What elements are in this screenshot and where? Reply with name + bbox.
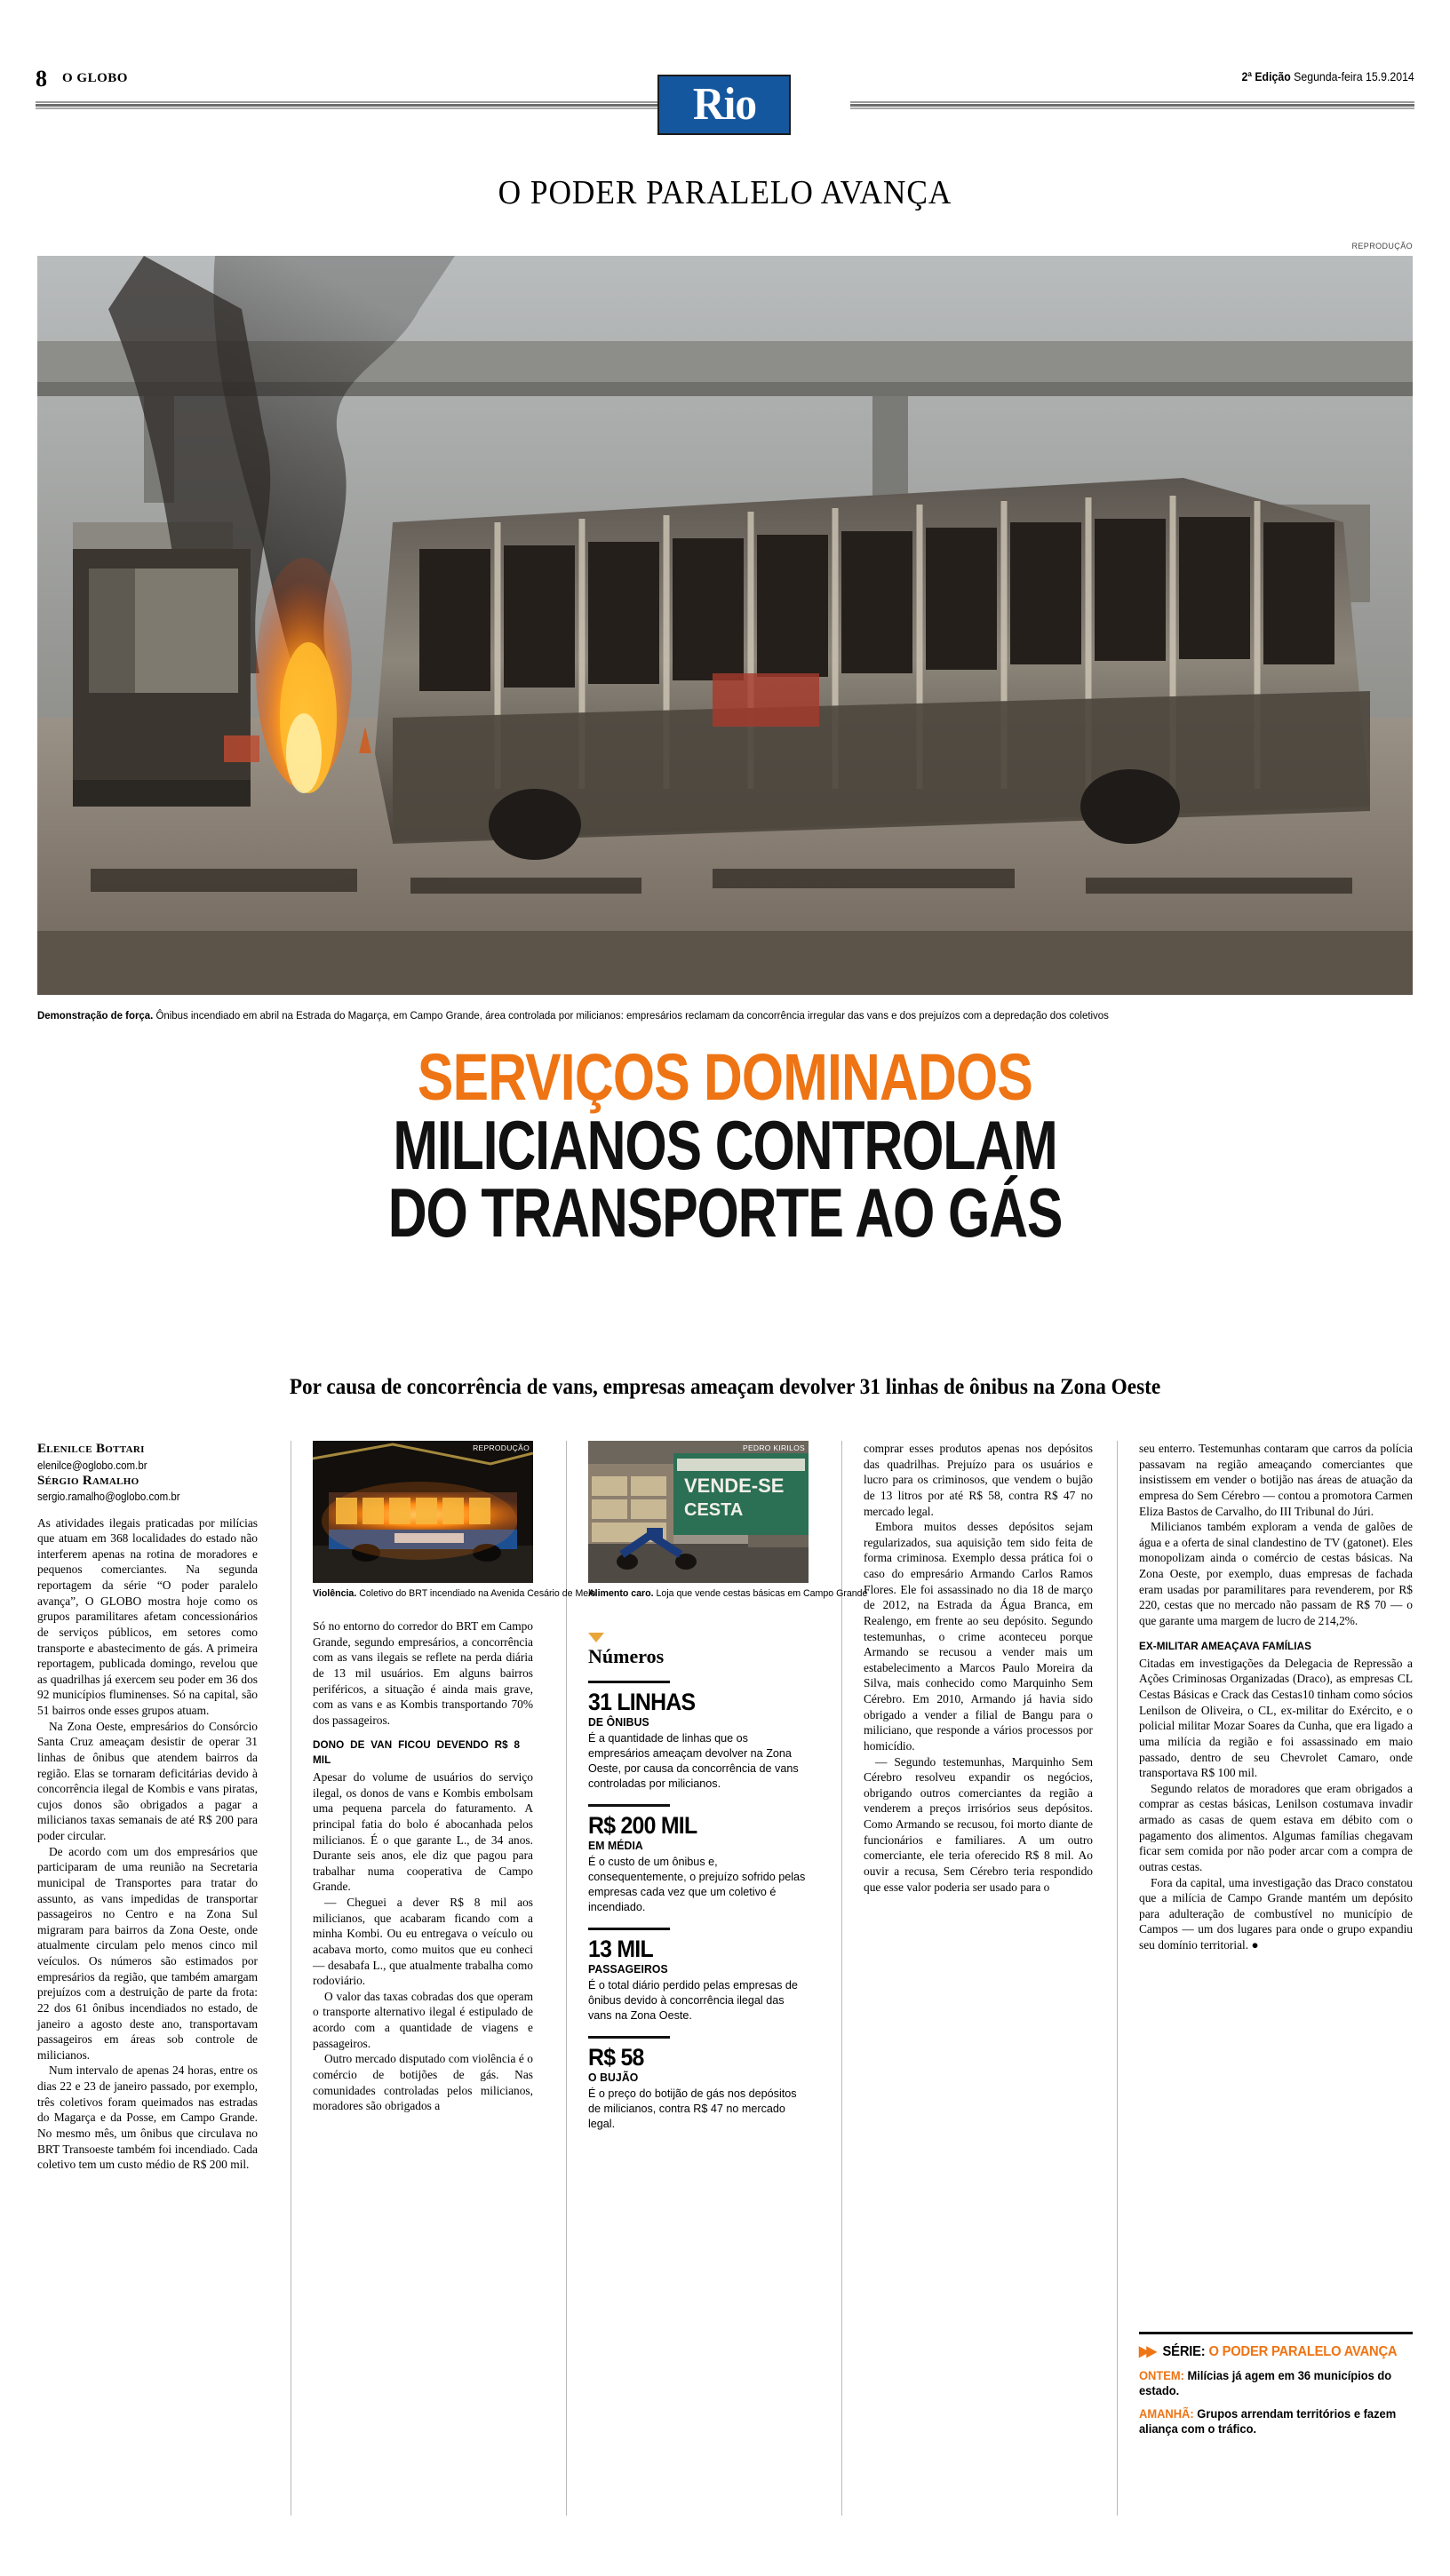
byline-author-1: Elenilce Bottari	[37, 1442, 145, 1456]
series-box	[1139, 2332, 1413, 2437]
section-badge-rio	[657, 75, 791, 135]
main-photo-caption-text: Ônibus incendiado em abril na Estrada do Magarça, em Campo Grande, área controlada por milicianos: empresários reclamam da concorrência irregular das vans e dos prejuízos com a depredação dos coletivos	[155, 1009, 1109, 1022]
paragraph: As atividades ilegais praticadas por milícias que atuam em 368 localidades do estado não interferem apenas na rotina de moradores e pequenos comerciantes. Na segunda reportagem da série “O poder paralelo avança”, O GLOBO mostra hoje como os grupos paramilitares afetam concessionários de serviços públicos, em setores como transporte e abastecimento de gás. A primeira reportagem, publicada domingo, revelou que as quadrilhas já exercem seu poder em 36 dos 92 municípios fluminenses. Só na capital, são 51 bairros onde esses grupos atuam.	[37, 1515, 258, 1717]
byline-email-1: elenilce@oglobo.com.br	[37, 1459, 147, 1472]
headline-block	[37, 1040, 1413, 1252]
numeros-divider	[588, 1928, 670, 1930]
paragraph: Apesar do volume de usuários do serviço ilegal, os donos de vans e Kombis embolsam uma pequena parcela do faturamento. A principal fatia do bolo é abocanhada pelos milicianos. É o que garante L., de 34 anos. Durante seis anos, ele diz que pagou para trabalhar numa cooperativa de Campo Grande.	[313, 1770, 533, 1894]
column-divider-3	[841, 1441, 842, 2516]
numeros-description: É o total diário perdido pelas empresas de ônibus devido à concorrência ilegal das vans na Zona Oeste.	[588, 1979, 798, 2022]
paragraph: Milicianos também exploram a venda de galões de água e a oferta de sinal clandestino de TV (gatonet). Eles monopolizam ainda o comércio de cestas básicas. Na Zona Oeste, por exemplo, duas empresas de fachada eram usadas por paramilitares para revenderem, por R$ 220, cestas que no mercado não passam de R$ 70 — o que garante uma margem de lucro de 214,2%.	[1139, 1520, 1413, 1627]
headline-line-2: DO TRANSPORTE AO GÁS	[387, 1173, 1063, 1252]
column-2	[313, 1441, 596, 2516]
column-divider-4	[1117, 1441, 1118, 2516]
numeros-description: É o preço do botijão de gás nos depósitos de milicianos, contra R$ 47 no mercado legal.	[588, 2087, 797, 2130]
byline	[37, 1441, 258, 1505]
series-entry	[1139, 2406, 1399, 2437]
page-folio: 8	[36, 66, 47, 91]
numeros-title: Números	[588, 1645, 665, 1667]
double-chevron-right-icon: ▶▶	[1139, 2344, 1155, 2359]
numeros-unit: DE ÔNIBUS	[588, 1715, 649, 1729]
series-box-rule	[1139, 2332, 1413, 2334]
store-photo-illustration	[588, 1441, 809, 1583]
column-2-subhead: DONO DE VAN FICOU DEVENDO R$ 8 MIL	[313, 1738, 521, 1766]
numeros-description: É a quantidade de linhas que os empresários ameaçam devolver na Zona Oeste, por causa da concorrência de vans controladas por milicianos.	[588, 1732, 799, 1790]
headline-line-1: MILICIANOS CONTROLAM	[393, 1106, 1057, 1185]
series-box-header	[1139, 2342, 1398, 2360]
column-divider-2	[566, 1441, 567, 2516]
series-entry-text: Milícias já agem em 36 municípios do estado.	[1139, 2369, 1392, 2398]
numeros-item	[588, 1681, 809, 1792]
numeros-triangle-icon	[588, 1633, 604, 1642]
section-badge-label: Rio	[692, 78, 756, 130]
paragraph: Na Zona Oeste, empresários do Consórcio Santa Cruz ameaçam desistir de operar 31 linhas de ônibus que atendem bairros da região. Elas se tornaram deficitárias devido à concorrência ilegal de Kombis e vans piratas, cujos donos são obrigados a pagar a milicianos taxas semanais de até R$ 200 para poder circular.	[37, 1719, 258, 1842]
paragraph: seu enterro. Testemunhas contaram que carros da polícia passavam na região ameaçando comerciantes que insistissem em vender o botijão nas áreas de atuação da empresa do Sem Cérebro — contou a promotora Carmen Eliza Bastos de Carvalho, do III Tribunal do Júri.	[1139, 1442, 1413, 1518]
headline-kicker: SERVIÇOS DOMINADOS	[417, 1040, 1033, 1114]
edition-date: Segunda-feira 15.9.2014	[1294, 69, 1414, 83]
paragraph: O valor das taxas cobradas dos que operam o transporte alternativo ilegal é estipulado de acordo com a quantidade de viagens e passageiros.	[313, 1989, 533, 2050]
numeros-description: É o custo de um ônibus e, consequentemente, o prejuízo sofrido pelas empresas cada vez que um coletivo é incendiado.	[588, 1856, 806, 1913]
numeros-value: 31 LINHAS	[588, 1689, 696, 1715]
byline-email-2: sergio.ramalho@oglobo.com.br	[37, 1491, 180, 1504]
secondary-photo-caption-lead: Violência.	[313, 1588, 357, 1599]
paragraph: Só no entorno do corredor do BRT em Campo Grande, segundo empresários, a concorrência com as vans ilegais se reflete na perda diária de 13 mil usuários. Em alguns bairros periféricos, a situação é ainda mais grave, com as vans e as Kombis transportando 70% dos passageiros.	[313, 1619, 533, 1727]
numeros-box	[588, 1633, 809, 2132]
series-entry-day: ONTEM:	[1139, 2369, 1184, 2382]
main-photo	[37, 256, 1413, 995]
masthead-rule-left	[36, 101, 657, 109]
column-5-subhead: EX-MILITAR AMEAÇAVA FAMÍLIAS	[1139, 1639, 1311, 1652]
series-entry-day: AMANHÃ:	[1139, 2407, 1194, 2421]
numeros-unit: EM MÉDIA	[588, 1839, 643, 1853]
paragraph: comprar esses produtos apenas nos depósitos das quadrilhas. Prejuízo para os usuários e lucro para os criminosos, que vendem o bujão de 13 litros por até R$ 58, contra R$ 47 no mercado legal.	[864, 1442, 1093, 1518]
byline-author-2: Sérgio Ramalho	[37, 1473, 139, 1488]
paragraph: Embora muitos desses depósitos sejam regularizados, sua aquisição tem sido feita de forma criminosa. Exemplo dessa prática foi o caso do empresário Armando Carlos Ramos Flores. Ele foi assassinado no dia 18 de março de 2012, na Estrada da Água Branca, em Realengo, em frente ao seu depósito. Segundo testemunhas, o crime aconteceu porque Armando se recusou a vender mais um estabelecimento a Marcos Paulo Moreira da Silva, mais conhecido como Marquinho Sem Cérebro. Em 2010, Armando já havia sido obrigado a vender a filial de Bangu para o miliciano, que responde a vários processos por homicídio.	[864, 1520, 1093, 1753]
svg-text:CESTA: CESTA	[684, 1500, 744, 1520]
paragraph: — Cheguei a dever R$ 8 mil aos milicianos, que acabaram ficando com a minha Kombi. Ou eu entregava o veículo ou acabava morto, como muitos que eu conheci — desabafa L., que atualmente trabalha como rodoviário.	[313, 1896, 533, 1988]
numeros-divider	[588, 1681, 670, 1683]
numeros-item	[588, 1928, 809, 2023]
paragraph: Citadas em investigações da Delegacia de Repressão a Ações Criminosas Organizadas (Draco), as empresas CL Cestas Básicas e Crack das Cestas10 tinham como sócios Lenilson de Oliveira, o CL, ex-militar do Exército, e o policial militar Mozar Soares da Cunha, que era ligado a uma milícia da região e foi assassinado em maio passado, dentro de seu Chevrolet Camaro, onde transportava R$ 100 mil.	[1139, 1656, 1413, 1780]
column-2-body	[313, 1618, 533, 2114]
secondary-photo-credit: REPRODUÇÃO	[473, 1443, 530, 1452]
paragraph: De acordo com um dos empresários que participaram de uma reunião na Secretaria municipal de Transportes para tratar do assunto, as vans impedidas de transportar passageiros no Centro e na Zona Sul migraram para bairros da Zona Oeste, onde atualmente circulam pelo menos cinco mil veículos. Os números são estimados por empresários da região, que também amargam prejuízos com a destruição de parte da frota: 22 dos 61 ônibus incendiados no estado, de janeiro a agosto deste ano, transportavam passageiros em áreas sob controle de milicianos.	[37, 1844, 258, 2062]
headline-subhead: Por causa de concorrência de vans, empresas ameaçam devolver 31 linhas de ônibus na Zona Oeste	[289, 1375, 1161, 1399]
masthead	[36, 55, 1414, 130]
series-box-label: SÉRIE:	[1162, 2344, 1206, 2359]
brt-photo-illustration	[313, 1441, 533, 1583]
paper-name: O GLOBO	[62, 71, 128, 85]
svg-text:VENDE-SE: VENDE-SE	[684, 1475, 785, 1497]
paragraph: Num intervalo de apenas 24 horas, entre os dias 22 e 23 de janeiro passado, por exemplo, três coletivos foram queimados nas estradas do Magarça e da Posse, em Campo Grande. No mesmo mês, um ônibus que circulava no BRT Transoeste também foi incendiado. Cada coletivo tem um custo médio de R$ 200 mil.	[37, 2063, 258, 2172]
column-1	[37, 1441, 258, 2516]
secondary-photo-caption	[313, 1588, 596, 1601]
numeros-unit: O BUJÃO	[588, 2071, 639, 2084]
paragraph: — Segundo testemunhas, Marquinho Sem Cérebro resolveu expandir os negócios, obrigando outros comerciantes da região a venderem a preços irrisórios seus depósitos. Como Armando se recusou, foi morto diante de funcionários e familiares. A um outro comerciante, ele teria oferecido R$ 8 mil. Ao ouvir a recusa, Sem Cérebro teria respondido que esse valor poderia ser usado para o	[864, 1754, 1093, 1894]
edition-label: 2ª Edição	[1241, 69, 1291, 83]
article-columns	[37, 1441, 1413, 2516]
main-photo-illustration	[37, 256, 1413, 995]
tertiary-photo-credit: PEDRO KIRILOS	[742, 1443, 805, 1452]
numeros-value: R$ 58	[588, 2043, 644, 2071]
secondary-photo-brt	[313, 1441, 533, 1583]
numeros-unit: PASSAGEIROS	[588, 1962, 668, 1976]
column-3	[588, 1441, 868, 2516]
tertiary-photo-caption-text: Loja que vende cestas básicas em Campo Grande	[656, 1588, 868, 1599]
main-photo-credit: REPRODUÇÃO	[1351, 242, 1413, 250]
series-entry-text: Grupos arrendam territórios e fazem aliança com o tráfico.	[1139, 2407, 1397, 2437]
tertiary-photo-caption	[588, 1588, 868, 1601]
column-4-body	[864, 1441, 1093, 1895]
masthead-rule-right	[850, 101, 1414, 109]
column-5-body	[1139, 1441, 1413, 1953]
series-entry	[1139, 2368, 1399, 2398]
numeros-value: R$ 200 MIL	[588, 1811, 697, 1839]
paragraph: Segundo relatos de moradores que eram obrigados a comprar as cestas básicas, Lenilson costumava invadir armado as casas de quem estava em débito com o pagamento dos alimentos. Algumas famílias chegavam ficar sem comida por não poder arcar com a compra de outras cestas.	[1139, 1781, 1413, 1873]
main-photo-caption	[37, 1009, 1317, 1022]
tertiary-photo-store	[588, 1441, 809, 1583]
series-section-title: O PODER PARALELO AVANÇA	[498, 174, 952, 211]
secondary-photo-caption-text: Coletivo do BRT incendiado na Avenida Cesário de Melo	[359, 1588, 596, 1599]
numeros-divider	[588, 2036, 670, 2039]
paragraph: Outro mercado disputado com violência é o comércio de botijões de gás. Nas comunidades controladas pelos milicianos, moradores são obrigados a	[313, 2052, 533, 2113]
numeros-divider	[588, 1804, 670, 1807]
paragraph: Fora da capital, uma investigação das Draco constatou que a milícia de Campo Grande mantém um depósito para adulteração de combustível no município de Campos — um dos lugares para onde o grupo expandiu seu domínio territorial. ●	[1139, 1875, 1413, 1952]
numeros-item	[588, 1804, 809, 1915]
column-1-body	[37, 1515, 258, 2173]
series-box-title: O PODER PARALELO AVANÇA	[1208, 2344, 1398, 2359]
numeros-value: 13 MIL	[588, 1935, 653, 1962]
numeros-item	[588, 2036, 809, 2132]
tertiary-photo-caption-lead: Alimento caro.	[588, 1588, 654, 1599]
main-photo-caption-lead: Demonstração de força.	[37, 1009, 154, 1022]
edition-info	[1242, 69, 1414, 83]
column-4	[864, 1441, 1093, 2516]
